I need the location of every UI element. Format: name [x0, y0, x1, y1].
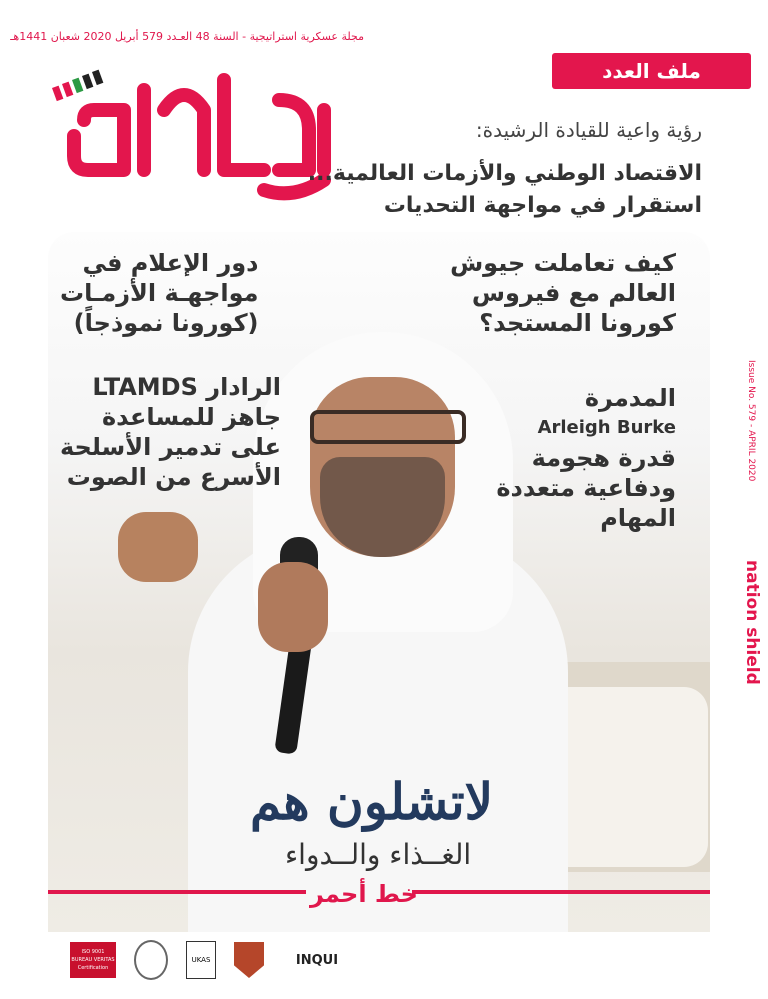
- certification-seal-icon: [134, 940, 168, 980]
- story-line: الرادار LTAMDS: [92, 373, 281, 401]
- story-line: دور الإعلام في: [82, 249, 259, 277]
- spine: [740, 560, 766, 980]
- story-line: ودفاعية متعددة: [496, 474, 676, 502]
- feature-subtitle: الغــذاء والــدواء: [285, 838, 472, 871]
- story-line-english: Arleigh Burke: [537, 417, 676, 438]
- logo-text: INQUI: [295, 952, 339, 968]
- feature-tag: خط أحمر: [310, 880, 418, 908]
- story-line: (كورونا نموذجاً): [73, 309, 259, 337]
- logo-text: UKAS: [191, 956, 211, 964]
- red-rule-left: [48, 890, 306, 894]
- story-line: جاهز للمساعدة: [102, 403, 281, 431]
- headline-line-2: استقرار في مواجهة التحديات: [383, 193, 702, 218]
- feature-title: لاتشلون هم: [250, 772, 494, 831]
- story-line: كورونا المستجد؟: [479, 309, 676, 337]
- story-line: الأسرع من الصوت: [66, 463, 281, 491]
- badge-label: ملف العدد: [602, 59, 701, 83]
- left-hand-shape: [118, 512, 198, 582]
- story-line: العالم مع فيروس: [471, 279, 676, 307]
- story-line: قدرة هجومة: [531, 444, 676, 472]
- logo-text: ISO 9001: [81, 949, 105, 955]
- issue-file-badge: [552, 53, 751, 89]
- glasses-shape: [310, 410, 466, 444]
- ukas-logo: [186, 941, 216, 979]
- story-line: على تدمير الأسلحة: [60, 433, 281, 461]
- story-ltamds-radar: [60, 372, 281, 492]
- logo-text: BUREAU VERITAS: [71, 957, 115, 963]
- hand-shape: [258, 562, 328, 652]
- red-rule-right: [412, 890, 710, 894]
- story-line: مواجهـة الأزمـات: [60, 279, 259, 307]
- story-media-crisis: [60, 248, 259, 338]
- cover-kicker: رؤية واعية للقيادة الرشيدة:: [475, 118, 702, 142]
- flag-stripes-icon: [52, 70, 103, 102]
- story-line: المهام: [600, 504, 676, 532]
- cover-headline: [308, 158, 702, 222]
- shield-badge-icon: [234, 942, 264, 978]
- story-armies-covid: [450, 248, 676, 338]
- spine-issue: Issue No. 579 - APRIL 2020: [746, 360, 756, 482]
- issue-meta: مجلة عسكرية استراتيجية - السنة 48 العـدد 579 أبريل 2020 شعبان 1441هـ: [10, 30, 364, 43]
- spine-title: nation shield: [742, 560, 762, 685]
- inqui-logo: [282, 942, 352, 978]
- story-line: المدمرة: [584, 384, 676, 412]
- logo-strokes: [74, 80, 324, 193]
- story-line: كيف تعاملت جيوش: [450, 249, 676, 277]
- bureau-veritas-logo: [70, 942, 116, 978]
- footer-logos: [70, 935, 352, 985]
- logo-text: Certification: [77, 965, 109, 971]
- headline-line-1: الاقتصاد الوطني والأزمات العالمية...: [307, 161, 702, 186]
- story-destroyer: [496, 383, 676, 533]
